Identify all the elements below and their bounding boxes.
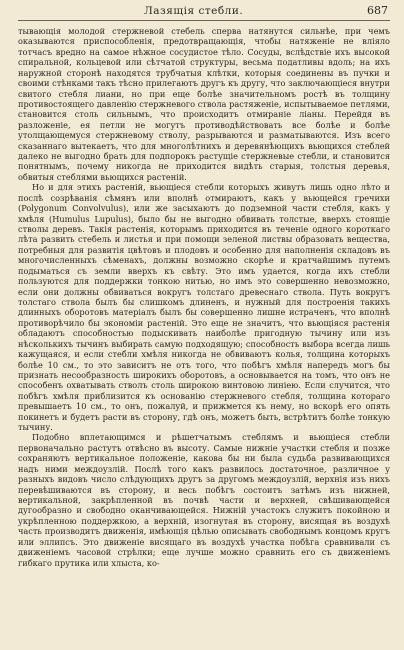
paragraph-1: тывающія молодой стержневой стебель сперва натянутся сильнѣе, при чемъ оказываются приспособленія, предотвращающія, чтобы натяженіе не вліяло тотчасъ вредно на самое нѣжное сосудистое тѣло. Сосуды, вслѣдствіе ихъ высокой спиральной, кольцевой или сѣтчатой структуры, весьма податливы вдоль; на ихъ наружной сторонѣ находятся трубчатыя клѣтки, которыя соединены въ пучки и своими стѣнками такъ тѣсно прилегаютъ другъ къ другу, что заключающіеся внутри свитого стебля лиани, но при еще болѣе значительномъ ростѣ въ толщину противостоящего давленію стержневого ствола растяженіе, испытываемое петлями, становится столь сильнымъ, что происходитъ отмираніе ліаны. Перейдя въ разложеніе, ея петли не могутъ противодѣйствовать все болѣе и болѣе утолщающемуся стержневому стволу, разрываются и разматываются. Изъ всего сказаннаго вытекаетъ, что для многолѣтнихъ и деревянѣющихъ вьющихся стеблей далеко не выгодно брать для подпорокъ растущіе стержневые стебли, и становится понятнымъ, почему никогда не приходится видѣть старыя, толстыя деревья, обвитыя стеблями вьющихся растеній. bbox=[18, 26, 390, 182]
paragraph-3: Подобно вплетающимся и рѣшетчатымъ стеблямъ и вьющіеся стебли первоначально растутъ отвѣсно въ высоту. Самые нижніе участки стебля и позже сохраняютъ вертикальное положеніе, какова бы ни была судьба развивающихся надъ ними междоузлій. Послѣ того какъ развилось достаточное, различное у разныхъ видовъ число слѣдующихъ другъ за другомъ междоузлій, верхнія изъ нихъ перевѣшиваются въ сторону, и весь побѣгъ состоитъ затѣмъ изъ нижней, вертикальной, закрѣпленной въ почвѣ части и верхней, свѣшивающейся дугообразно и свободно оканчивающейся. Нижній участокъ служитъ покойною и укрѣпленною поддержкою, а верхній, изогнутая въ сторону, висящая въ воздухѣ часть производитъ движенія, имѣющія цѣлью описывать свободнымъ концомъ кругъ или эллипсъ. Это движеніе висящаго въ воздухѣ участка побѣга сравнивали съ движеніемъ часовой стрѣлки; еще лучше можно сравнить его съ движеніемъ гибкаго прутика или хлыста, ко- bbox=[18, 432, 390, 568]
text-body bbox=[18, 26, 390, 568]
running-header bbox=[18, 4, 390, 21]
paragraph-2: Но и для этихъ растеній, вьющіеся стебли которыхъ живутъ лишь одно лѣто и послѣ созрѣванія сѣмянъ или вполнѣ отмираютъ, какъ у вьющейся гречихи (Polygonum Convolvulus), или же засыхаютъ до подземной части стебля, какъ у хмѣля (Humulus Lupulus), было бы не выгодно обвивать толстые, вверхъ стоящіе стволы деревъ. Такія растенія, которымъ приходится въ теченіе одного короткаго лѣта развить стебель и листья и при помощи зеленой листвы образовать вещества, потребныя для развитія цвѣтовъ и плодовъ и особенно для наполненія складовъ въ многочисленныхъ сѣменахъ, должны возможно скорѣе и кратчайшимъ путемъ подыматься съ земли вверхъ къ свѣту. Это имъ удается, когда ихъ стебли пользуются для поддержки тонкою нитью, но имъ это совершенно невозможно, если они должны обвиваться вокругъ толстаго древеснаго ствола. Путь вокругъ толстаго ствола былъ бы слишкомъ длиненъ, и нужный для построенія такихъ длинныхъ оборотовъ матеріалъ былъ бы совершенно лишне истраченъ, что вполнѣ противорѣчило бы экономіи растеній. Это еще не значитъ, что вьющіяся растенія обладаютъ способностью подыскивать наиболѣе пригодную тычину или изъ нѣсколькихъ тычинъ выбирать самую подходящую; способность выбора всегда лишь кажущаяся, и если стебли хмѣля никогда не обвиваютъ колья, толщина которыхъ болѣе 10 см., то это зависитъ не отъ того, что побѣгъ хмѣля напередъ могъ бы признать несообразность широкихъ оборотовъ, а основывается на томъ, что онъ не способенъ охватывать стволъ столь широкою винтовою линіею. Если случится, что побѣгъ хмѣля приблизится къ основанію стержневого стебля, толщина котораго превышаетъ 10 см., то онъ, пожалуй, и прижмется къ нему, но вскорѣ его опять покинетъ и будетъ расти въ сторону, гдѣ онъ, можетъ быть, встрѣтитъ болѣе тонкую тычину. bbox=[18, 182, 390, 433]
running-title: Лазящія стебли. bbox=[144, 5, 244, 17]
page-number: 687 bbox=[367, 4, 388, 17]
